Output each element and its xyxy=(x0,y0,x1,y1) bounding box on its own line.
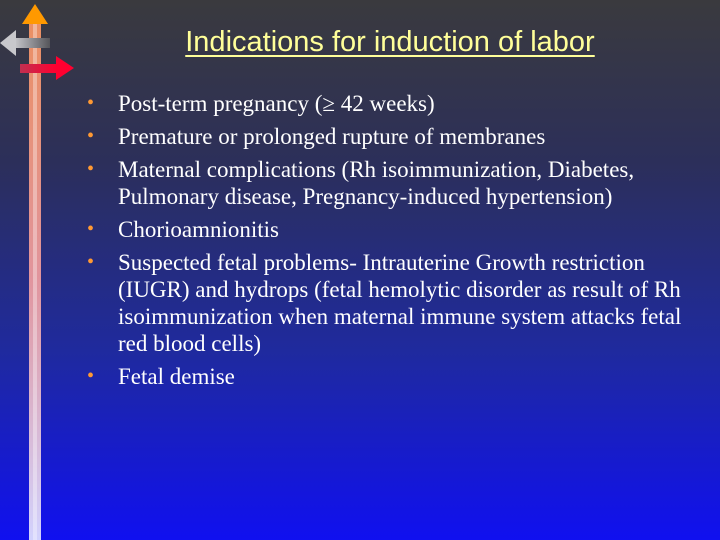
list-item xyxy=(84,249,694,357)
list-item-text: Premature or prolonged rupture of membranes xyxy=(118,124,546,149)
list-item xyxy=(84,156,694,210)
list-item xyxy=(84,363,694,390)
bullet-list xyxy=(84,90,694,396)
right-arrow-icon xyxy=(56,56,74,80)
bullet-icon: • xyxy=(87,92,95,114)
list-item-text: Chorioamnionitis xyxy=(118,217,279,242)
list-item xyxy=(84,123,694,150)
list-item xyxy=(84,216,694,243)
bullet-icon: • xyxy=(87,158,95,180)
bullet-icon: • xyxy=(87,365,95,387)
decorative-arrows xyxy=(0,0,90,540)
list-item-text: Post-term pregnancy (≥ 42 weeks) xyxy=(118,91,435,116)
bullet-icon: • xyxy=(87,218,95,240)
slide-title: Indications for induction of labor xyxy=(185,26,595,58)
bullet-icon: • xyxy=(87,251,95,273)
list-item-text: Fetal demise xyxy=(118,364,235,389)
list-item-text: Maternal complications (Rh isoimmunization, Diabetes, Pulmonary disease, Pregnancy-induced hypertension) xyxy=(118,157,635,209)
left-arrow-icon xyxy=(0,30,16,56)
bullet-icon: • xyxy=(87,125,95,147)
list-item xyxy=(84,90,694,117)
up-arrow-icon xyxy=(22,4,48,24)
list-item-text: Suspected fetal problems- Intrauterine Growth restriction (IUGR) and hydrops (fetal hemolytic disorder as result of Rh isoimmunization when maternal immune system attacks fetal red blood cells) xyxy=(118,250,682,356)
